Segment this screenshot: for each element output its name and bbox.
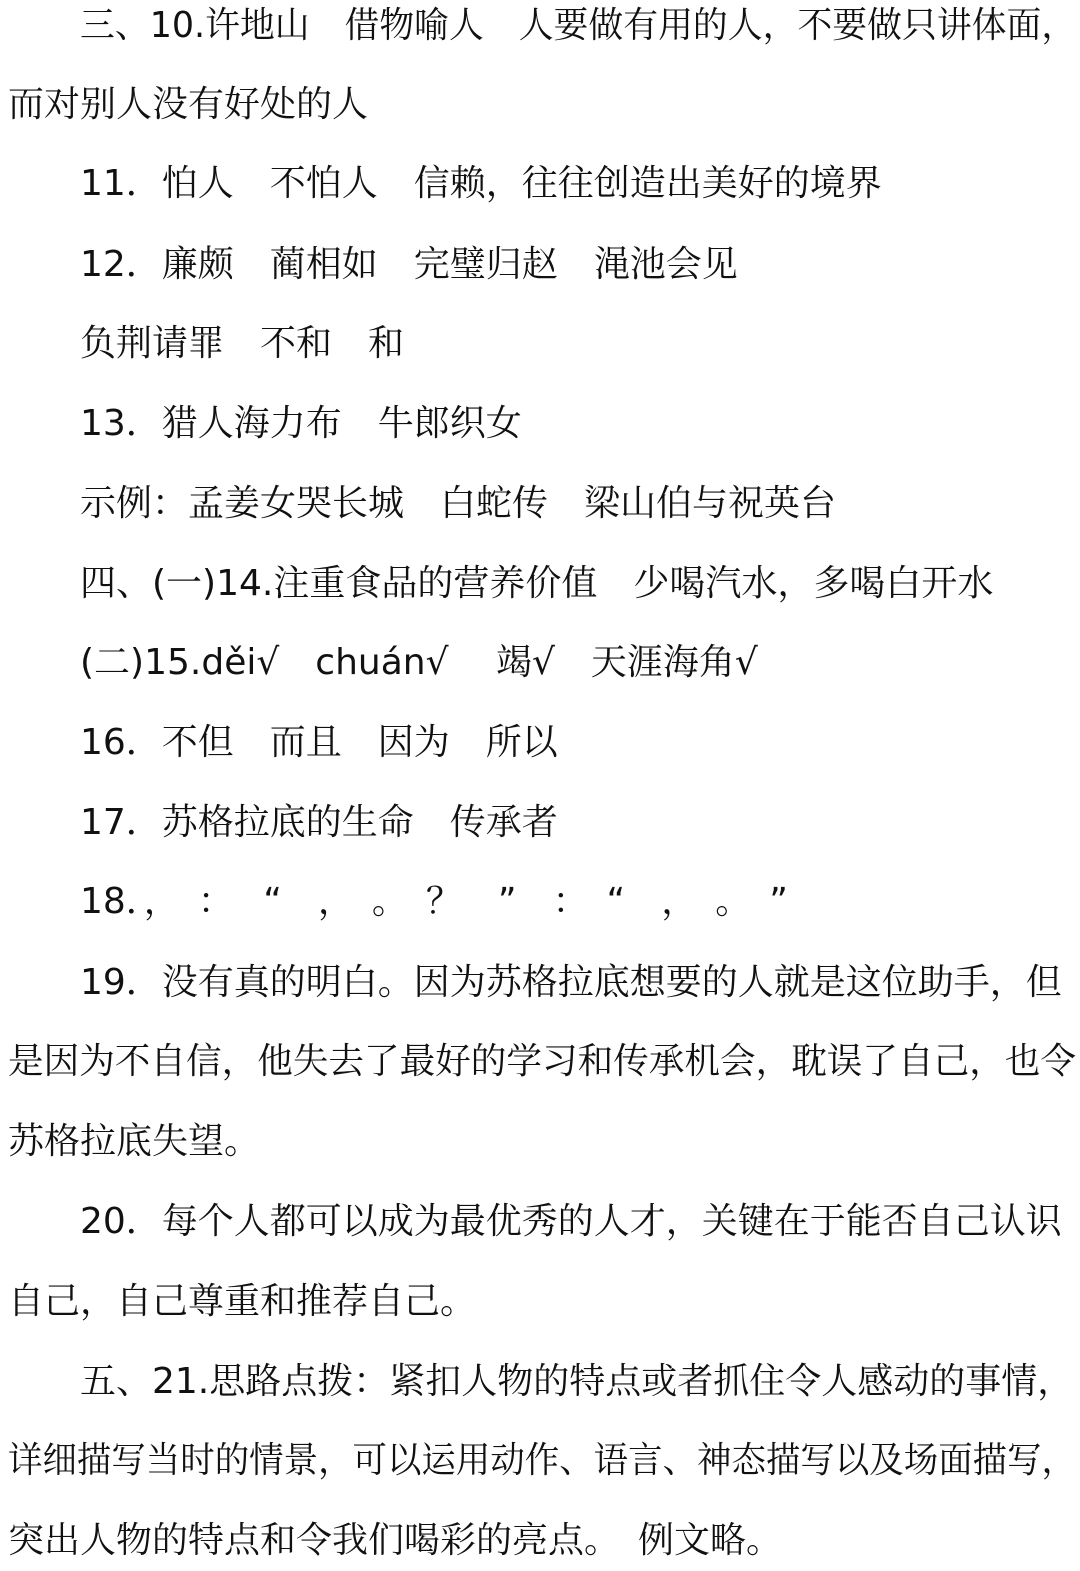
text-line: (二)15.děi√ chuán√ 竭√ 天涯海角√ xyxy=(80,642,758,683)
text-line: 是因为不自信，他失去了最好的学习和传承机会，耽误了自己，也令 xyxy=(8,1041,1077,1082)
text-line: 突出人物的特点和令我们喝彩的亮点。 例文略。 xyxy=(8,1520,783,1561)
text-line: 详细描写当时的情景，可以运用动作、语言、神态描写以及场面描写， xyxy=(8,1440,1077,1481)
text-line: 五、21.思路点拨：紧扣人物的特点或者抓住令人感动的事情， xyxy=(80,1361,1074,1402)
text-line: 11．怕人 不怕人 信赖，往往创造出美好的境界 xyxy=(80,163,882,204)
text-line: 四、(一)14.注重食品的营养价值 少喝汽水，多喝白开水 xyxy=(80,563,994,604)
text-line: 13．猎人海力布 牛郎织女 xyxy=(80,403,522,444)
text-line: 苏格拉底失望。 xyxy=(8,1121,261,1162)
text-line: 16．不但 而且 因为 所以 xyxy=(80,722,558,763)
text-line: 17．苏格拉底的生命 传承者 xyxy=(80,802,558,843)
text-line: 示例：孟姜女哭长城 白蛇传 梁山伯与祝英台 xyxy=(80,483,837,524)
text-line: 三、10.许地山 借物喻人 人要做有用的人，不要做只讲体面， xyxy=(80,5,1077,46)
text-line: 自己，自己尊重和推荐自己。 xyxy=(8,1281,477,1322)
text-line: 12．廉颇 蔺相如 完璧归赵 渑池会见 xyxy=(80,244,738,285)
text-line: 而对别人没有好处的人 xyxy=(8,84,369,125)
text-line: 负荆请罪 不和 和 xyxy=(80,323,405,364)
text-line: 20．每个人都可以成为最优秀的人才，关键在于能否自己认识 xyxy=(80,1201,1062,1242)
text-line: 18．， ： “ ， 。 ？ ” ： “ ， 。 ” xyxy=(80,881,788,922)
text-line: 19．没有真的明白。因为苏格拉底想要的人就是这位助手，但 xyxy=(80,962,1062,1003)
